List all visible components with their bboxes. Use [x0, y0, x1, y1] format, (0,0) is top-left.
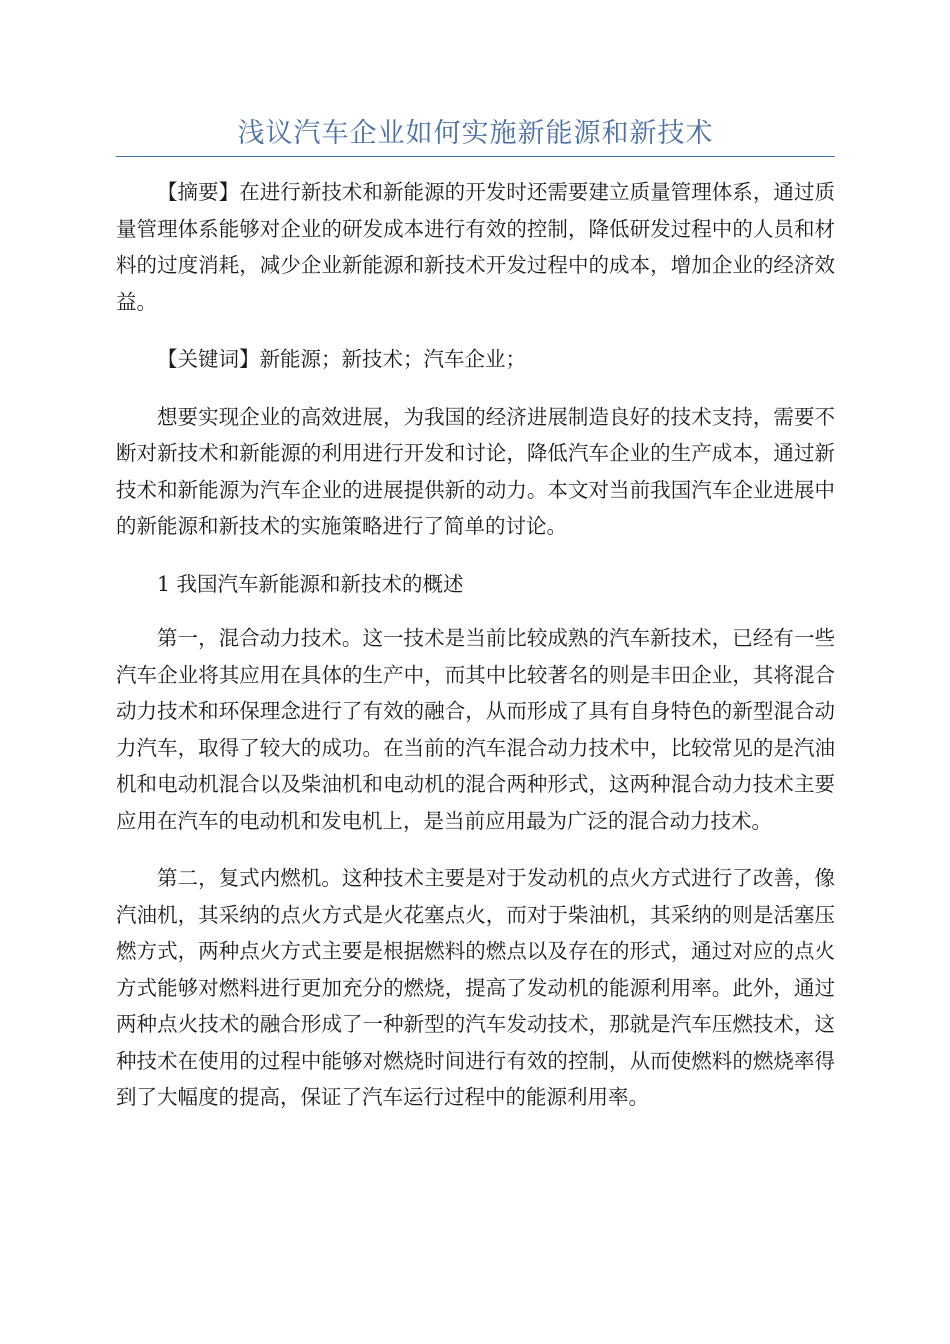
page-title: 浅议汽车企业如何实施新能源和新技术	[237, 118, 714, 149]
hybrid-paragraph: 第一，混合动力技术。这一技术是当前比较成熟的汽车新技术，已经有一些汽车企业将其应用在具体的生产中，而其中比较著名的则是丰田企业，其将混合动力技术和环保理念进行了有效的融合，从而形成了具有自身特色的新型混合动力汽车，取得了较大的成功。在当前的汽车混合动力技术中，比较常见的是汽油机和电动机混合以及柴油机和电动机的混合两种形式，这两种混合动力技术主要应用在汽车的电动机和发电机上，是当前应用最为广泛的混合动力技术。	[116, 626, 835, 833]
intro-paragraph: 想要实现企业的高效进展，为我国的经济进展制造良好的技术支持，需要不断对新技术和新能源的利用进行开发和讨论，降低汽车企业的生产成本，通过新技术和新能源为汽车企业的进展提供新的动力。本文对当前我国汽车企业进展中的新能源和新技术的实施策略进行了简单的讨论。	[116, 404, 835, 538]
title-block	[116, 112, 835, 157]
abstract-paragraph: 【摘要】在进行新技术和新能源的开发时还需要建立质量管理体系，通过质量管理体系能够对企业的研发成本进行有效的控制，降低研发过程中的人员和材料的过度消耗，减少企业新能源和新技术开发过程中的成本，增加企业的经济效益。	[116, 180, 835, 314]
document-body	[116, 174, 835, 1137]
section-heading: 1 我国汽车新能源和新技术的概述	[157, 571, 464, 596]
keywords-paragraph: 【关键词】新能源；新技术；汽车企业；	[157, 347, 526, 371]
combustion-paragraph: 第二，复式内燃机。这种技术主要是对于发动机的点火方式进行了改善，像汽油机，其采纳的点火方式是火花塞点火，而对于柴油机，其采纳的则是活塞压燃方式，两种点火方式主要是根据燃料的燃点以及存在的形式，通过对应的点火方式能够对燃料进行更加充分的燃烧，提高了发动机的能源利用率。此外，通过两种点火技术的融合形成了一种新型的汽车发动技术，那就是汽车压燃技术，这种技术在使用的过程中能够对燃烧时间进行有效的控制，从而使燃料的燃烧率得到了大幅度的提高，保证了汽车运行过程中的能源利用率。	[116, 866, 835, 1109]
